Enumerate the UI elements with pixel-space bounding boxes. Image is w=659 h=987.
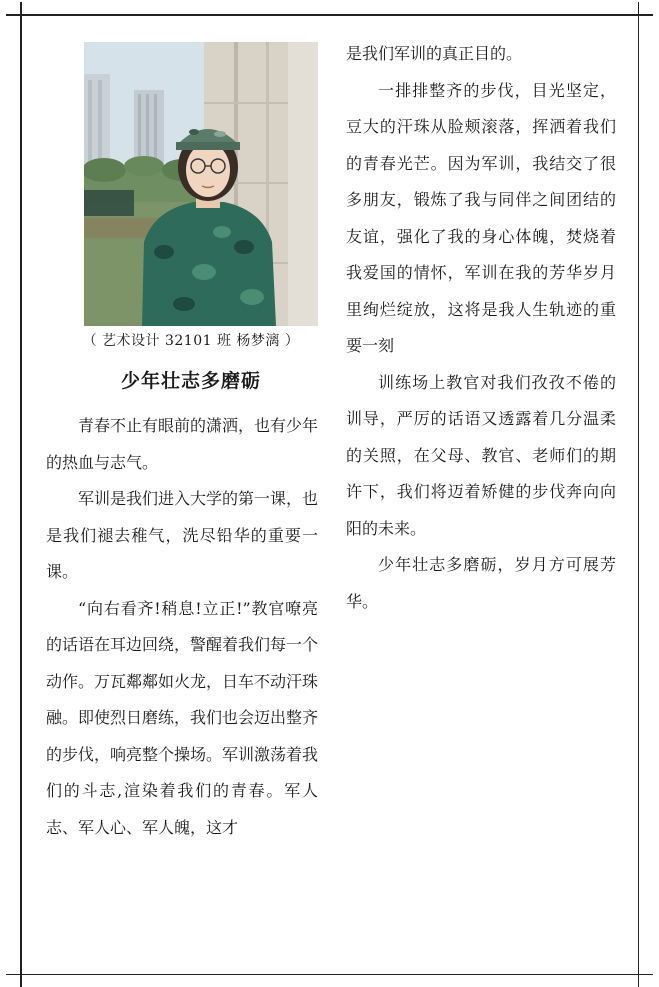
paragraph-continuation: 是我们军训的真正目的。 bbox=[346, 44, 523, 63]
frame-corner-tr-v bbox=[638, 2, 640, 32]
frame-bottom-border bbox=[20, 974, 639, 976]
student-portrait-photo bbox=[84, 42, 318, 326]
left-text-column bbox=[46, 408, 318, 846]
right-text-column bbox=[346, 36, 616, 620]
article-title: 少年壮志多磨砺 bbox=[120, 370, 261, 392]
paragraph: 一排排整齐的步伐，目光坚定，豆大的汗珠从脸颊滚落，挥洒着我们的青春光芒。因为军训，我结交了很多朋友，锻炼了我与同伴之间团结的友谊，强化了我的身心体魄，焚烧着我爱国的情怀，军训在我的芳华岁月里绚烂绽放，这将是我人生轨迹的重要一刻 bbox=[346, 80, 616, 355]
paragraph: 军训是我们进入大学的第一课，也是我们褪去稚气，洗尽铅华的重要一课。 bbox=[46, 489, 319, 581]
frame-corner-tl-v bbox=[20, 2, 22, 32]
paragraph: 训练场上教官对我们孜孜不倦的训导，严厉的话语又透露着几分温柔的关照，在父母、教官、老师们的期许下，我们将迈着矫健的步伐奔向向阳的未来。 bbox=[346, 372, 616, 538]
frame-right-border bbox=[638, 14, 640, 975]
paragraph: 青春不止有眼前的潇洒，也有少年的热血与志气。 bbox=[46, 416, 319, 472]
frame-corner-bl-v bbox=[20, 957, 22, 987]
frame-left-border bbox=[20, 14, 22, 975]
paragraph: “向右看齐!稍息!立正!”教官嘹亮的话语在耳边回绕，警醒着我们每一个动作。万瓦鄰鄰如火龙，日车不动汗珠融。即使烈日磨练，我们也会迈出整齐的步伐，响亮整个操场。军训激荡着我们的斗志,渲染着我们的青春。军人志、军人心、军人魄，这才 bbox=[46, 598, 319, 837]
frame-corner-br-v bbox=[638, 957, 640, 987]
paragraph: 少年壮志多磨砺，岁月方可展芳华。 bbox=[346, 555, 616, 611]
frame-top-border bbox=[20, 14, 639, 16]
photo-caption: （ 艺术设计 32101 班 杨梦漓 ） bbox=[82, 333, 300, 349]
